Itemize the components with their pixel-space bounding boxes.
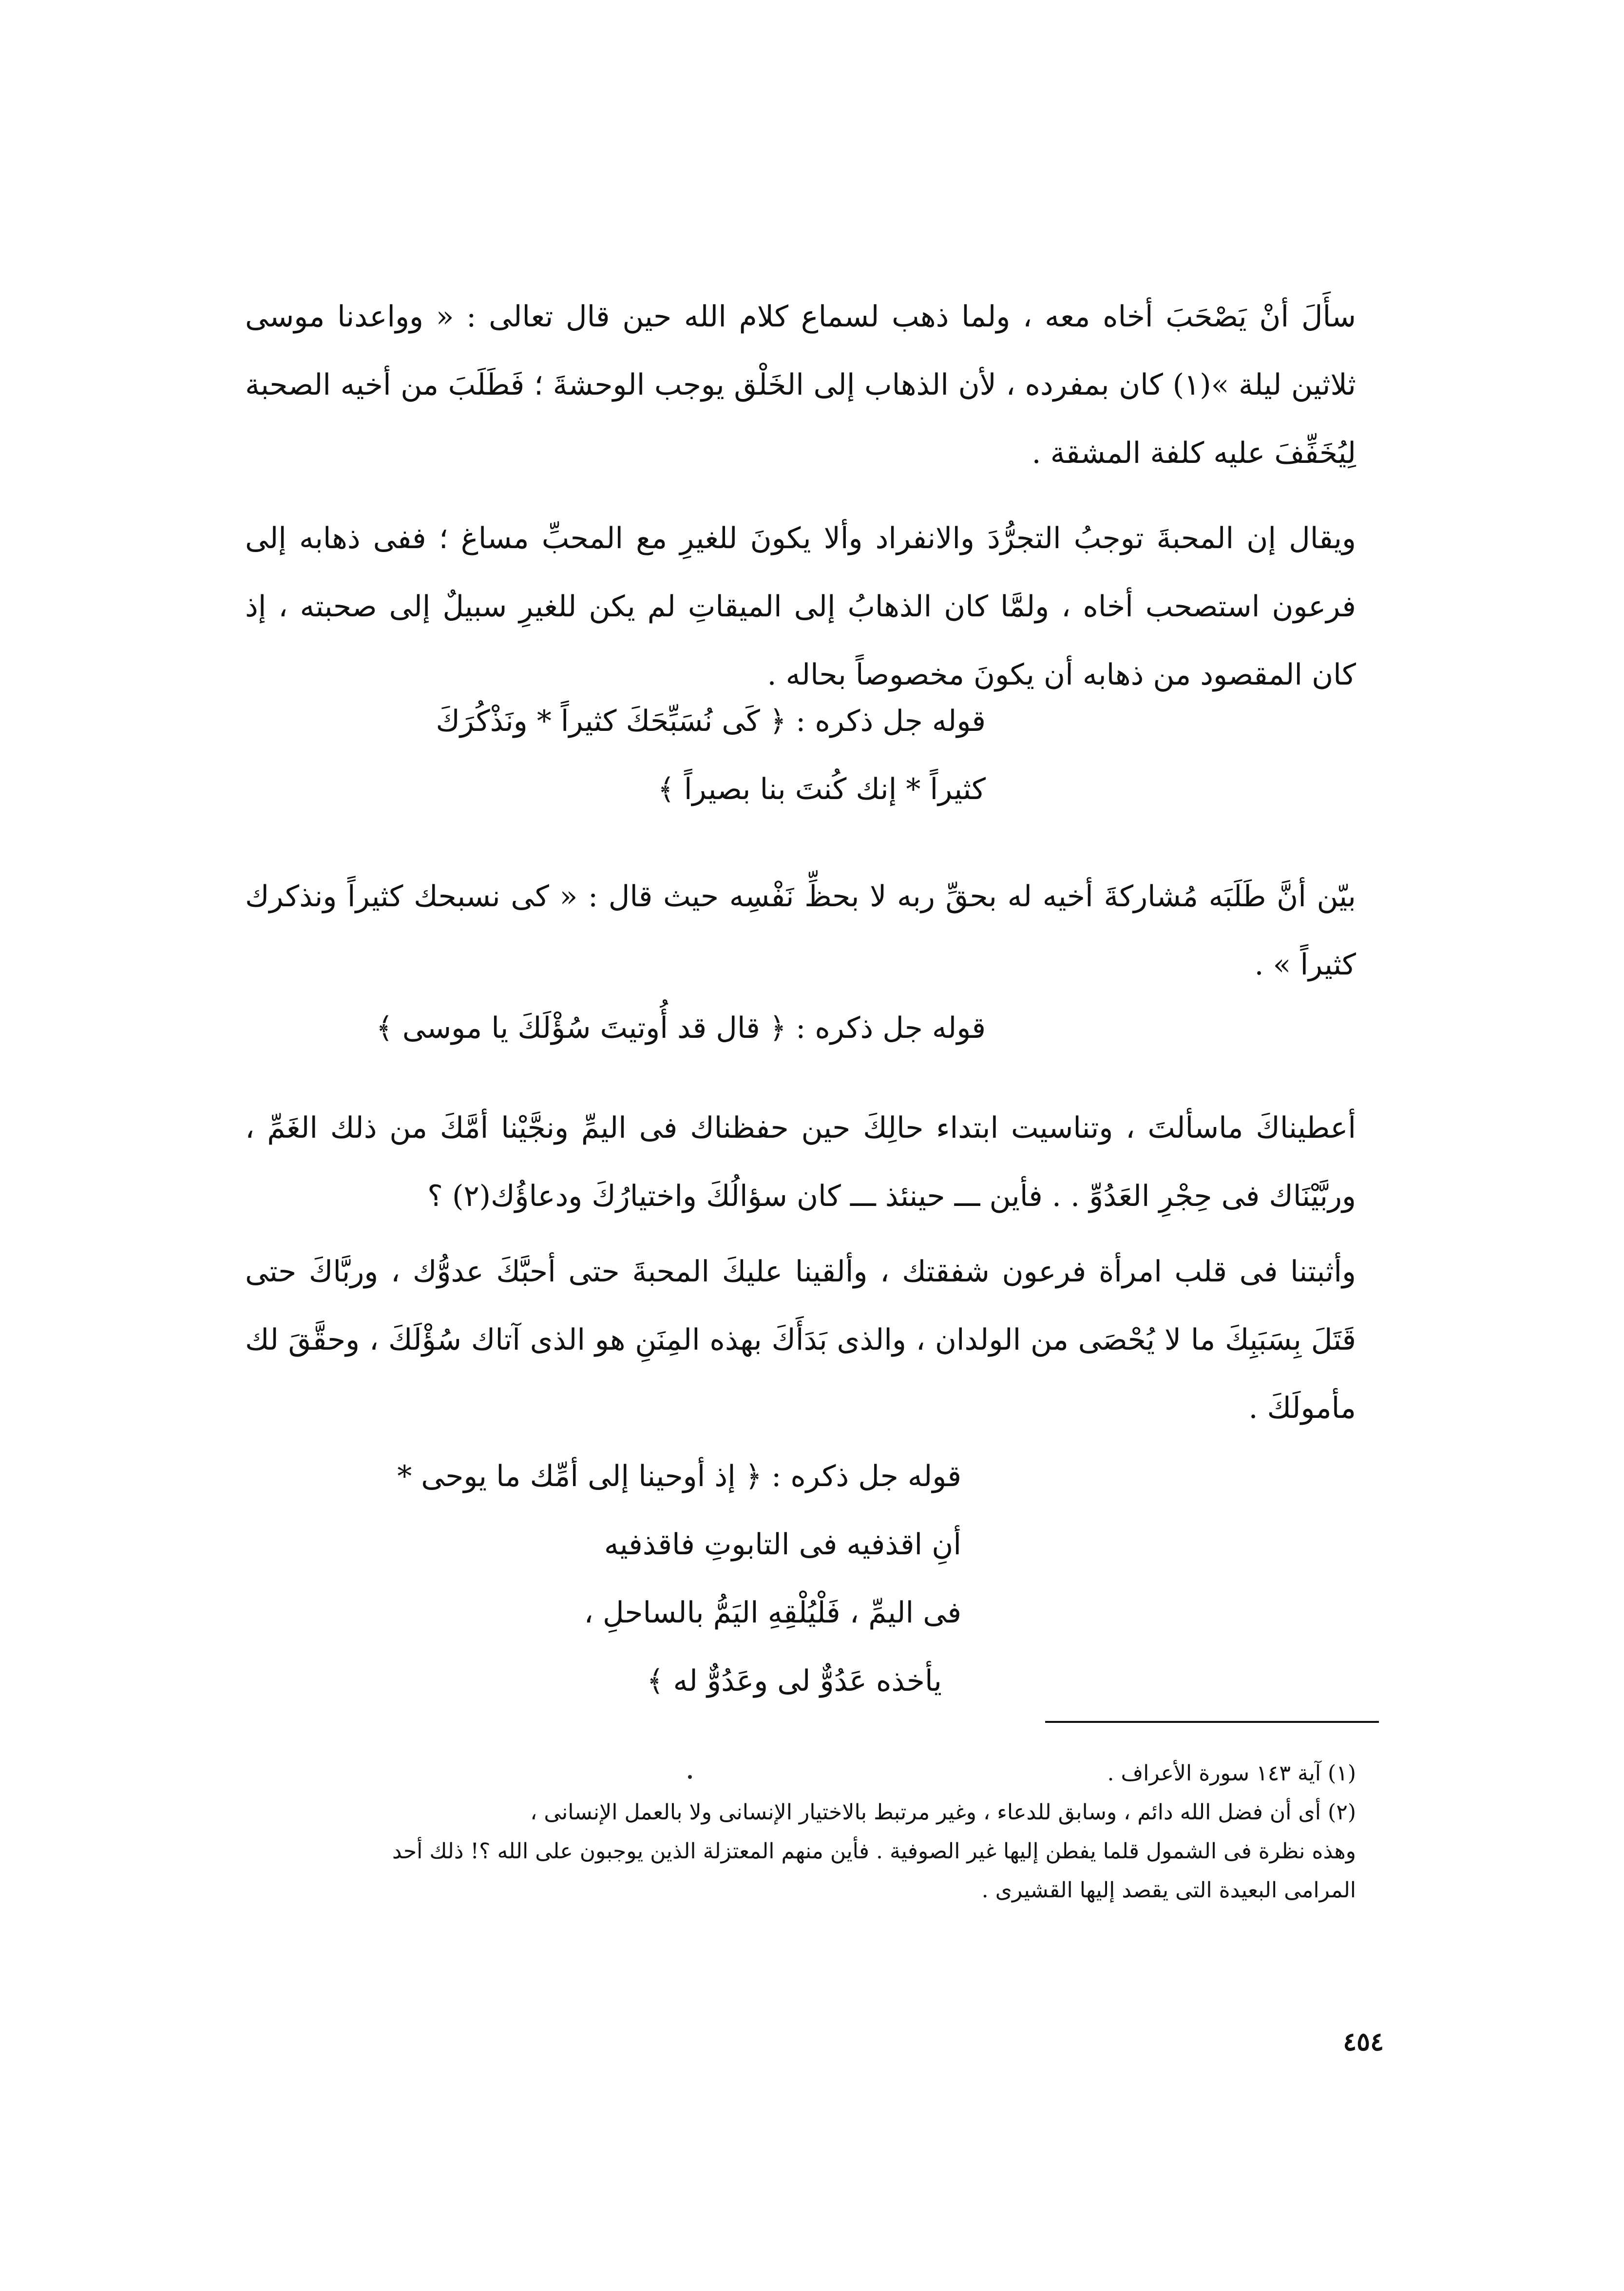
footnotes	[245, 1754, 1356, 1910]
paragraph-5: وأثبتنا فى قلب امرأة فرعون شفقتك ، وألقينا عليكَ المحبةَ حتى أحبَّكَ عدوُّك ، وربَّاكَ حتى قَتَلَ بِسَبَبِكَ ما لا يُحْصَى من الولدان ، والذى بَدَأَكَ بهذه المِنَنِ هو الذى آتاك سُؤْلَكَ ، وحقَّقَ لك مأمولَكَ .	[245, 1255, 1356, 1425]
footnote-2-line-3: المرامى البعيدة التى يقصد إليها القشيرى .	[981, 1878, 1356, 1903]
verse-1-line-2: كثيراً * إنك كُنتَ بنا بصيراً ﴾	[657, 772, 986, 806]
verse-block-3	[245, 1442, 961, 1715]
paragraph-2: ويقال إن المحبةَ توجبُ التجرُّدَ والانفراد وألا يكونَ للغيرِ مع المحبِّ مساغ ؛ ففى ذهابه إلى فرعون استصحب أخاه ، ولمَّا كان الذهابُ إلى الميقاتِ لم يكن للغيرِ سبيلٌ إلى صحبته ، إذ كان المقصود من ذهابه أن يكونَ مخصوصاً بحاله .	[245, 521, 1356, 692]
verse-block-1	[245, 687, 986, 823]
footnote-1: (١) آية ١٤٣ سورة الأعراف .	[1107, 1761, 1356, 1786]
verse-3-line-1: قوله جل ذكره : ﴿ إذ أوحينا إلى أمِّك ما يوحى *	[397, 1459, 961, 1493]
page-number: ٤٥٤	[1343, 2027, 1384, 2057]
footnote-divider	[1045, 1721, 1379, 1723]
verse-block-2	[245, 994, 986, 1062]
verse-3-line-3: فى اليمِّ ، فَلْيُلْقِهِ اليَمُّ بالساحلِ ،	[584, 1596, 961, 1630]
footnote-2-line-1: (٢) أى أن فضل الله دائم ، وسابق للدعاء ، وغير مرتبط بالاختيار الإنسانى ولا بالعمل الإنسانى ،	[530, 1800, 1356, 1825]
footnote-2-line-2: وهذه نظرة فى الشمول قلما يفطن إليها غير الصوفية . فأين منهم المعتزلة الذين يوجبون على الله ؟! ذلك أحد	[392, 1839, 1356, 1864]
verse-3-line-2: أنِ اقذفيه فى التابوتِ فاقذفيه	[604, 1527, 961, 1562]
verse-1-line-1: قوله جل ذكره : ﴿ كَى نُسَبِّحَكَ كثيراً * ونَذْكُرَكَ	[436, 704, 986, 738]
verse-3-line-4: يأخذه عَدُوٌّ لى وعَدُوٌّ له ﴾	[647, 1664, 942, 1698]
paragraph-4: أعطيناكَ ماسألتَ ، وتناسيت ابتداء حالِكَ حين حفظناك فى اليمِّ ونجَّيْنا أمَّكَ من ذلك الغَمِّ ، وربَّيْنَاك فى حِجْرِ العَدُوِّ . . فأين ـــ حينئذ ـــ كان سؤالُكَ واختيارُكَ ودعاؤُك(٢) ؟	[245, 1111, 1356, 1213]
paragraph-3: بيّن أنَّ طَلَبَه مُشاركةَ أخيه له بحقِّ ربه لا بحظِّ نَفْسِه حيث قال : « كى نسبحك كثيراً ونذكرك كثيراً » .	[245, 879, 1356, 982]
paragraph-1: سأَلَ أنْ يَصْحَبَ أخاه معه ، ولما ذهب لسماع كلام الله حين قال تعالى : « وواعدنا موسى ثلاثين ليلة »(١) كان بمفرده ، لأن الذهاب إلى الخَلْق يوجب الوحشةَ ؛ فَطَلَبَ من أخيه الصحبة لِيُخَفِّفَ عليه كلفة المشقة .	[245, 300, 1357, 470]
verse-2-line-1: قوله جل ذكره : ﴿ قال قد أُوتيتَ سُؤْلَكَ يا موسى ﴾	[376, 1011, 986, 1045]
